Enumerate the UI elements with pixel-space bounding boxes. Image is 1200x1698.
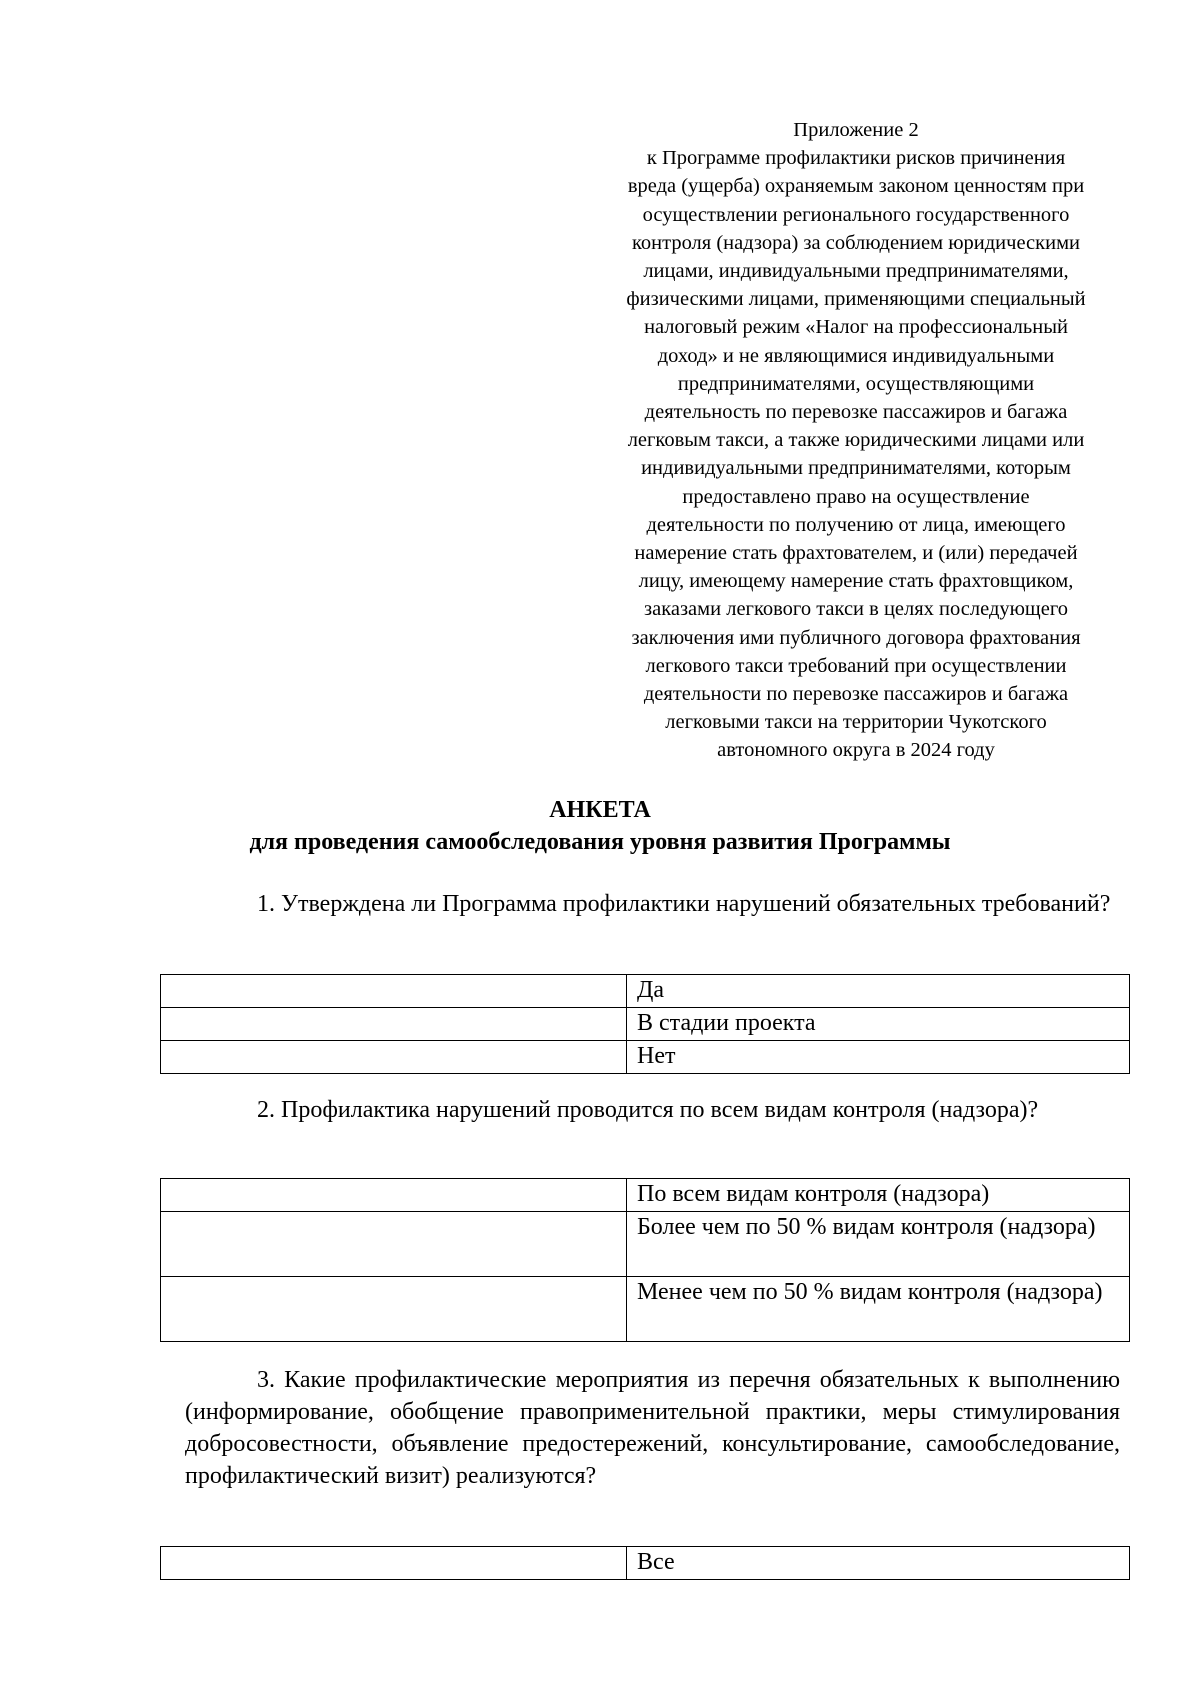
appendix-line: легкового такси требований при осуществлении [645,654,1067,677]
answer-row [161,1179,1130,1212]
appendix-line: предпринимателями, осуществляющими [677,372,1035,395]
answer-option: Все [627,1547,1130,1580]
appendix-line: намерение стать фрахтователем, и (или) передачей [634,542,1078,565]
answer-option: В стадии проекта [627,1008,1130,1041]
answer-mark-cell[interactable] [161,1212,627,1277]
form-title: АНКЕТА [549,797,651,823]
appendix-line: автономного округа в 2024 году [717,739,995,762]
appendix-line: лицу, имеющему намерение стать фрахтовщиком, [638,570,1074,593]
question-3-answers-table [160,1546,1130,1580]
appendix-line: заказами легкового такси в целях последующего [644,598,1068,621]
question-3-text: 3. Какие профилактические мероприятия из перечня обязательных к выполнению (информирование, обобщение правоприменительной практики, меры стимулирования добросовестности, объявление предостережений, консультирование, самообследование, профилактический визит) реализуются? [185,1367,1120,1489]
answer-row [161,1277,1130,1342]
answer-mark-cell[interactable] [161,1179,627,1212]
appendix-line: деятельности по получению от лица, имеющего [646,513,1066,536]
appendix-line: к Программе профилактики рисков причинения [646,147,1066,170]
question-2-answers-table [160,1178,1130,1342]
answer-mark-cell[interactable] [161,1277,627,1342]
appendix-line: индивидуальными предпринимателями, которым [641,457,1071,480]
answer-mark-cell[interactable] [161,1041,627,1074]
appendix-line: легковыми такси на территории Чукотского [665,711,1047,734]
appendix-header [582,116,1130,765]
answer-option: Да [627,975,1130,1008]
appendix-line: вреда (ущерба) охраняемым законом ценностям при [627,175,1085,198]
appendix-line: легковым такси, а также юридическими лицами или [627,429,1085,452]
appendix-line: предоставлено право на осуществление [682,485,1030,508]
answer-option: По всем видам контроля (надзора) [627,1179,1130,1212]
appendix-line: налоговый режим «Налог на профессиональный [644,316,1068,339]
appendix-line: деятельность по перевозке пассажиров и багажа [644,401,1068,424]
appendix-line: контроля (надзора) за соблюдением юридическими [631,231,1081,254]
answer-row [161,1212,1130,1277]
question-1-answers-table [160,974,1130,1074]
answer-row [161,1008,1130,1041]
answer-mark-cell[interactable] [161,1547,627,1580]
answer-row [161,975,1130,1008]
answer-mark-cell[interactable] [161,975,627,1008]
appendix-line: лицами, индивидуальными предпринимателями, [643,260,1069,283]
appendix-line: заключения ими публичного договора фрахтования [631,626,1081,649]
answer-row [161,1547,1130,1580]
appendix-line: осуществлении регионального государственного [642,203,1070,226]
appendix-line: Приложение 2 [793,119,919,141]
answer-option: Нет [627,1041,1130,1074]
answer-row [161,1041,1130,1074]
answer-option: Менее чем по 50 % видам контроля (надзора) [627,1277,1130,1342]
form-subtitle: для проведения самообследования уровня развития Программы [249,829,951,855]
appendix-line: физическими лицами, применяющими специальный [626,288,1086,311]
question-2-text: 2. Профилактика нарушений проводится по всем видам контроля (надзора)? [257,1097,1039,1123]
answer-option: Более чем по 50 % видам контроля (надзора) [627,1212,1130,1277]
appendix-line: деятельности по перевозке пассажиров и багажа [643,683,1069,706]
answer-mark-cell[interactable] [161,1008,627,1041]
question-1-text: 1. Утверждена ли Программа профилактики нарушений обязательных требований? [257,891,1111,917]
appendix-line: доход» и не являющимися индивидуальными [657,344,1055,367]
